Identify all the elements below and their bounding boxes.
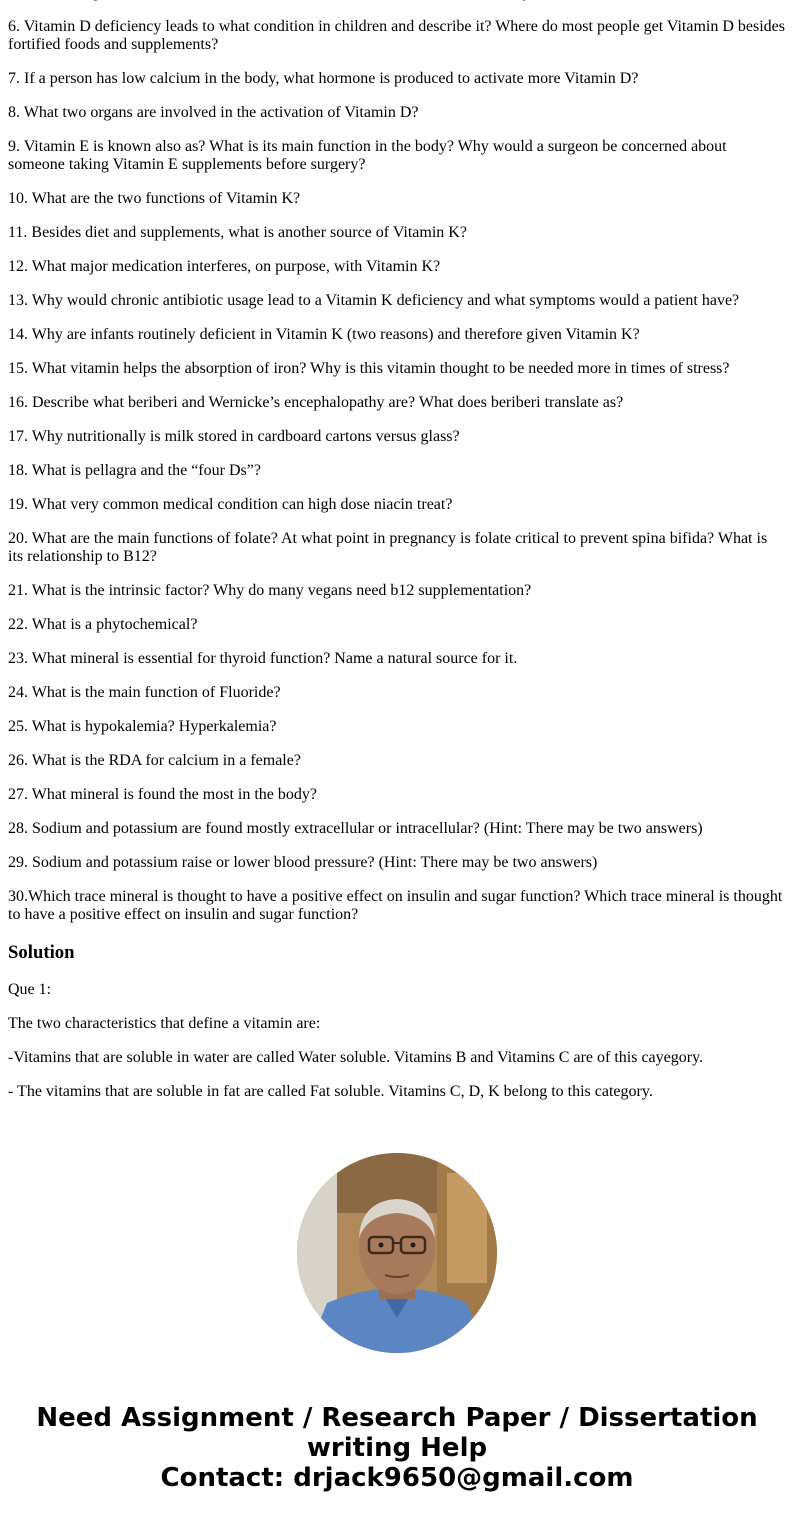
solution-heading: Solution (8, 942, 75, 963)
solution-paragraph: Que 1: (8, 981, 52, 998)
author-avatar (297, 1153, 497, 1353)
question-item: 17. Why nutritionally is milk stored in cardboard cartons versus glass? (8, 428, 460, 445)
question-item: 13. Why would chronic antibiotic usage lead to a Vitamin K deficiency and what symptoms would a patient have? (8, 292, 740, 309)
author-photo (297, 1153, 497, 1353)
question-item: 7. If a person has low calcium in the body, what hormone is produced to activate more Vitamin D? (8, 70, 639, 87)
question-item: 8. What two organs are involved in the activation of Vitamin D? (8, 104, 419, 121)
question-item: 18. What is pellagra and the “four Ds”? (8, 462, 261, 479)
question-item (8, 0, 786, 2)
solution-paragraph: - The vitamins that are soluble in fat are called Fat soluble. Vitamins C, D, K belong to this category. (8, 1083, 653, 1100)
question-item: 16. Describe what beriberi and Wernicke’s encephalopathy are? What does beriberi translate as? (8, 394, 624, 411)
question-item: 28. Sodium and potassium are found mostly extracellular or intracellular? (Hint: There may be two answers) (8, 820, 703, 837)
solution-paragraph: The two characteristics that define a vitamin are: (8, 1015, 321, 1032)
question-item: 23. What mineral is essential for thyroid function? Name a natural source for it. (8, 650, 518, 667)
question-item: 6. Vitamin D deficiency leads to what condition in children and describe it? Where do most people get Vitamin D besides fortified foods and supplements? (8, 18, 785, 53)
question-item: 30.Which trace mineral is thought to have a positive effect on insulin and sugar function? Which trace mineral is thought to have a positive effect on insulin and sugar function? (8, 888, 783, 923)
question-item: 11. Besides diet and supplements, what is another source of Vitamin K? (8, 224, 467, 241)
question-item: 22. What is a phytochemical? (8, 616, 198, 633)
question-item: 26. What is the RDA for calcium in a female? (8, 752, 301, 769)
solution-paragraph: -Vitamins that are soluble in water are called Water soluble. Vitamins B and Vitamins C are of this cayegory. (8, 1049, 704, 1066)
contact-email: Contact: drjack9650@gmail.com (160, 1463, 634, 1493)
document-content (8, 0, 786, 1117)
help-text: Need Assignment / Research Paper / Dissertation writing Help (36, 1403, 758, 1463)
question-item: 14. Why are infants routinely deficient in Vitamin K (two reasons) and therefore given Vitamin K? (8, 326, 640, 343)
question-list (8, 0, 786, 924)
question-item: 29. Sodium and potassium raise or lower blood pressure? (Hint: There may be two answers) (8, 854, 598, 871)
question-item: 12. What major medication interferes, on purpose, with Vitamin K? (8, 258, 441, 275)
question-item: 10. What are the two functions of Vitamin K? (8, 190, 301, 207)
contact-banner (0, 1403, 794, 1493)
solution-body (8, 981, 786, 1101)
question-item: 25. What is hypokalemia? Hyperkalemia? (8, 718, 277, 735)
question-item: 27. What mineral is found the most in the body? (8, 786, 317, 803)
question-item: 24. What is the main function of Fluoride? (8, 684, 281, 701)
question-item: 9. Vitamin E is known also as? What is its main function in the body? Why would a surgeon be concerned about someone taking Vitamin E supplements before surgery? (8, 138, 727, 173)
question-item: 20. What are the main functions of folate? At what point in pregnancy is folate critical to prevent spina bifida? What is its relationship to B12? (8, 530, 768, 565)
question-item: 19. What very common medical condition can high dose niacin treat? (8, 496, 453, 513)
question-item: 21. What is the intrinsic factor? Why do many vegans need b12 supplementation? (8, 582, 532, 599)
question-item: 15. What vitamin helps the absorption of iron? Why is this vitamin thought to be needed more in times of stress? (8, 360, 730, 377)
